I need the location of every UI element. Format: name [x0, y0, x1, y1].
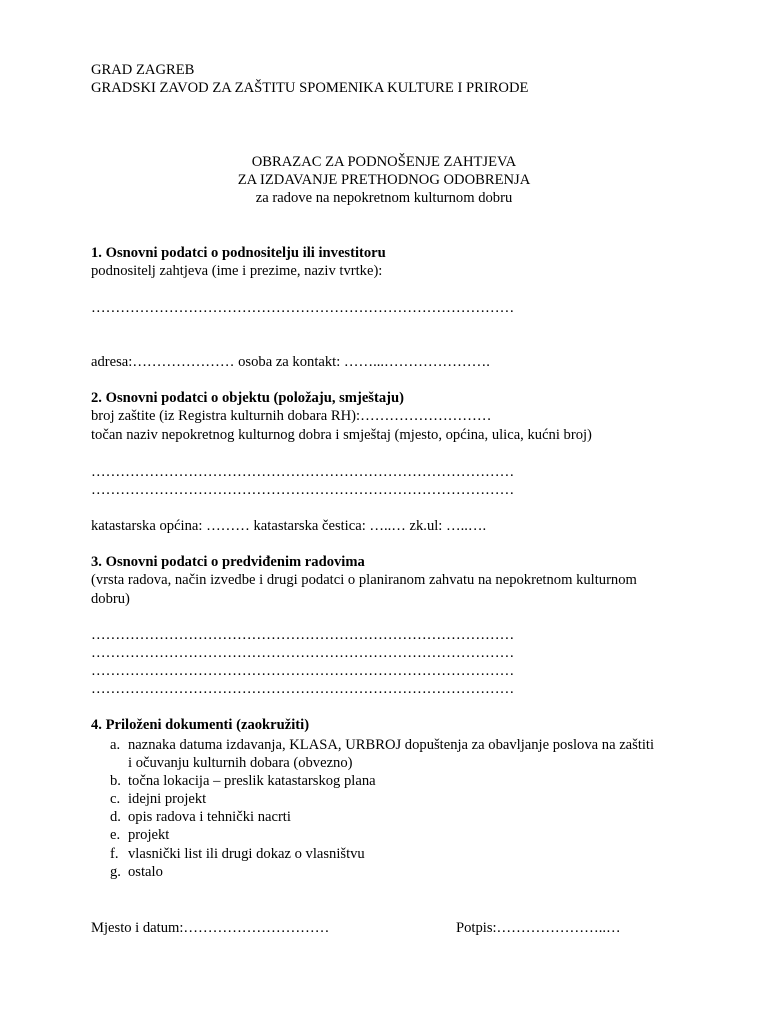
section1-heading: 1. Osnovni podatci o podnositelju ili investitoru	[91, 245, 386, 261]
list-letter: g.	[110, 864, 121, 880]
list-letter: d.	[110, 809, 121, 825]
list-letter: e.	[110, 827, 121, 843]
list-item-text: projekt	[128, 827, 170, 843]
list-item-text-cont: i očuvanju kulturnih dobara (obvezno)	[128, 755, 353, 771]
property-name-label: točan naziv nepokretnog kulturnog dobra i smještaj (mjesto, općina, ulica, kućni broj)	[91, 427, 592, 443]
form-title-line1: OBRAZAC ZA PODNOŠENJE ZAHTJEVA	[251, 154, 517, 170]
list-letter: b.	[110, 773, 121, 789]
section2-heading: 2. Osnovni podatci o objektu (položaju, smještaju)	[91, 390, 404, 406]
list-item-text: točna lokacija – preslik katastarskog plana	[128, 773, 376, 789]
applicant-label: podnositelj zahtjeva (ime i prezime, naziv tvrtke):	[91, 263, 383, 279]
list-letter: f.	[110, 846, 119, 862]
place-date-field[interactable]: Mjesto i datum:…………………………	[91, 920, 330, 936]
form-title-line2: ZA IZDAVANJE PRETHODNOG ODOBRENJA	[237, 172, 531, 188]
works-description-label-cont: dobru)	[91, 591, 130, 607]
list-item-text: ostalo	[128, 864, 163, 880]
list-item-text: vlasnički list ili drugi dokaz o vlasništvu	[128, 846, 365, 862]
works-field-1[interactable]: ……………………………………………………………………………	[91, 627, 515, 643]
section3-heading: 3. Osnovni podatci o predviđenim radovima	[91, 554, 365, 570]
list-item-text: idejni projekt	[128, 791, 207, 807]
applicant-field[interactable]: ……………………………………………………………………………	[91, 300, 515, 316]
works-field-3[interactable]: ……………………………………………………………………………	[91, 663, 515, 679]
property-name-field-1[interactable]: ……………………………………………………………………………	[91, 464, 515, 480]
address-contact-field[interactable]: adresa:………………… osoba za kontakt: ……...………………….	[91, 354, 490, 370]
protection-number-field[interactable]: broj zaštite (iz Registra kulturnih dobara RH):………………………	[91, 408, 492, 424]
list-item-text: opis radova i tehnički nacrti	[128, 809, 291, 825]
header-city: GRAD ZAGREB	[91, 62, 195, 78]
list-letter: a.	[110, 737, 121, 753]
property-name-field-2[interactable]: ……………………………………………………………………………	[91, 482, 515, 498]
list-item-text: naznaka datuma izdavanja, KLASA, URBROJ dopuštenja za obavljanje poslova na zaštiti	[128, 737, 655, 753]
works-description-label: (vrsta radova, način izvedbe i drugi podatci o planiranom zahvatu na nepokretnom kulturnom	[91, 572, 637, 588]
header-institution: GRADSKI ZAVOD ZA ZAŠTITU SPOMENIKA KULTURE I PRIRODE	[91, 80, 529, 96]
signature-field[interactable]: Potpis:…………………..…	[456, 920, 621, 936]
section4-heading: 4. Priloženi dokumenti (zaokružiti)	[91, 717, 310, 733]
form-subtitle: za radove na nepokretnom kulturnom dobru	[255, 190, 513, 206]
cadastre-field[interactable]: katastarska općina: ……… katastarska čestica: …..… zk.ul: …..….	[91, 518, 487, 534]
list-letter: c.	[110, 791, 121, 807]
works-field-2[interactable]: ……………………………………………………………………………	[91, 645, 515, 661]
works-field-4[interactable]: ……………………………………………………………………………	[91, 681, 515, 697]
